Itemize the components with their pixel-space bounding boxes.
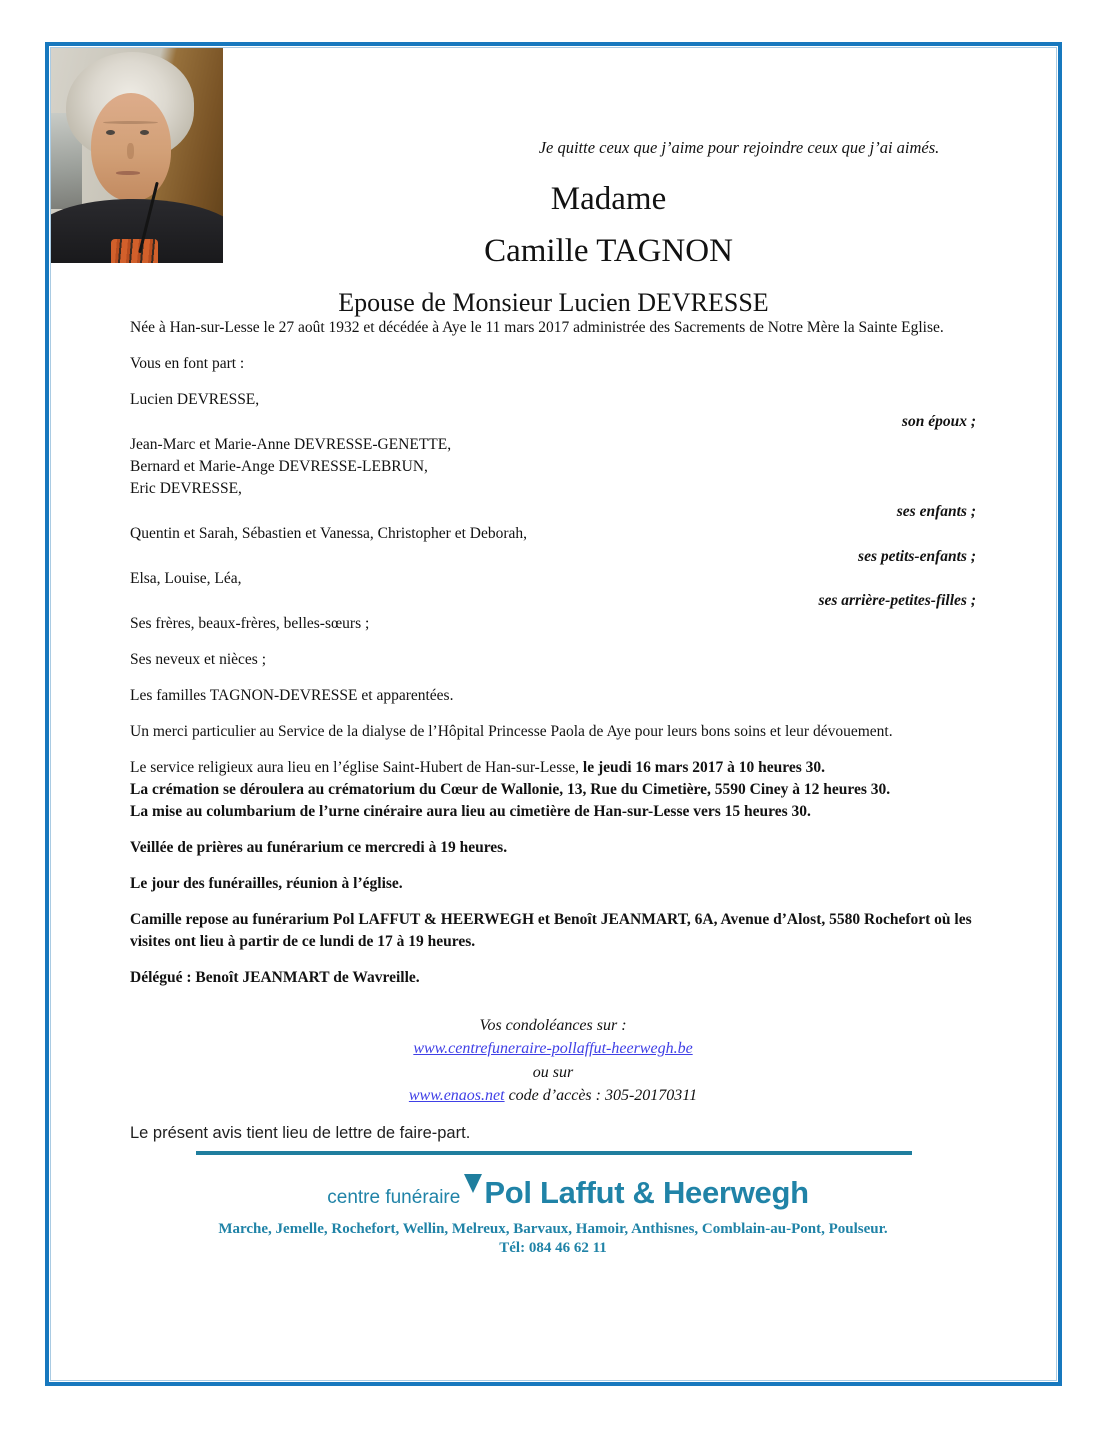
relation-label-children: ses enfants ; [896,502,976,520]
family-list [130,389,976,635]
title-block [49,173,1058,329]
announcement-body [130,317,976,1258]
condolences-or: ou sur [532,1063,574,1081]
relation-label-grandchildren: ses petits-enfants ; [858,547,976,565]
family-line: Elsa, Louise, Léa, [130,570,242,588]
brand-prefix: centre funéraire [327,1186,461,1208]
triangle-logo-icon [464,1174,482,1193]
family-line: Ses frères, beaux-frères, belles-sœurs ; [130,614,370,632]
family-line: Eric DEVRESSE, [130,480,242,498]
footer-divider [196,1151,912,1155]
photo-eye-right [140,130,149,135]
legal-notice: Le présent avis tient lieu de lettre de faire-part. [130,1123,471,1142]
footer-phone: Tél: 084 46 62 11 [499,1239,607,1256]
relation-label-spouse: son époux ; [901,413,976,431]
spouse-line: Epouse de Monsieur Lucien DEVRESSE [338,288,769,317]
family-line: Bernard et Marie-Ange DEVRESSE-LEBRUN, [130,458,428,476]
photo-eye-left [106,130,115,135]
thanks-paragraph: Un merci particulier au Service de la dialyse de l’Hôpital Princesse Paola de Aye pour leurs bons soins et leur dévouement. [130,722,893,740]
ceremony-paragraph [130,757,976,824]
columbarium-text: La mise au columbarium de l’urne cinéraire aura lieu au cimetière de Han-sur-Lesse vers 15 heures 30. [130,803,811,821]
funeral-day-paragraph: Le jour des funérailles, réunion à l’église. [130,875,403,893]
title-madame: Madame [550,181,667,217]
footer-cities: Marche, Jemelle, Rochefort, Wellin, Melreux, Barvaux, Hamoir, Anthisnes, Comblain-au-Pont, Poulseur. [218,1220,888,1237]
service-text: Le service religieux aura lieu en l’église Saint-Hubert de Han-sur-Lesse, [130,758,583,776]
photo-nose [127,143,134,159]
cremation-text: La crémation se déroulera au crématorium du Cœur de Wallonie, 13, Rue du Cimetière, 5590 Ciney à 12 heures 30. [130,780,891,798]
condolences-block [130,1014,976,1108]
condolences-link-funeraire[interactable]: www.centrefuneraire-pollaffut-heerwegh.be [413,1040,693,1058]
vigil-paragraph: Veillée de prières au funérarium ce mercredi à 19 heures. [130,839,508,857]
family-line: Lucien DEVRESSE, [130,390,260,408]
condolences-intro: Vos condoléances sur : [479,1016,627,1034]
condolences-link-enaos[interactable]: www.enaos.net [408,1087,505,1105]
access-code: code d’accès : 305-20170311 [504,1087,698,1105]
brand-name: Pol Laffut & Heerwegh [484,1174,809,1210]
delegate-paragraph: Délégué : Benoît JEANMART de Wavreille. [130,969,420,987]
funeral-home-logo [160,1173,976,1218]
announce-paragraph: Vous en font part : [130,354,245,372]
announcement-card [45,42,1062,1386]
family-line: Jean-Marc et Marie-Anne DEVRESSE-GENETTE, [130,435,452,453]
families-paragraph: Les familles TAGNON-DEVRESSE et apparentées. [130,686,454,704]
birth-death-paragraph: Née à Han-sur-Lesse le 27 août 1932 et décédée à Aye le 11 mars 2017 administrée des Sacrements de Notre Mère la Sainte Eglise. [130,319,944,336]
repose-paragraph: Camille repose au funérarium Pol LAFFUT & HEERWEGH et Benoît JEANMART, 6A, Avenue d’Alost, 5580 Rochefort où les visites ont lieu à partir de ce lundi de 17 à 19 heures. [130,911,972,951]
relation-label-greatgrandchildren: ses arrière-petites-filles ; [818,592,976,610]
epitaph-quote: Je quitte ceux que j’aime pour rejoindre ceux que j’ai aimés. [538,138,940,157]
deceased-name: Camille TAGNON [484,233,733,269]
service-datetime: le jeudi 16 mars 2017 à 10 heures 30. [582,758,825,776]
family-line: Quentin et Sarah, Sébastien et Vanessa, Christopher et Deborah, [130,525,528,543]
nephews-paragraph: Ses neveux et nièces ; [130,650,267,668]
